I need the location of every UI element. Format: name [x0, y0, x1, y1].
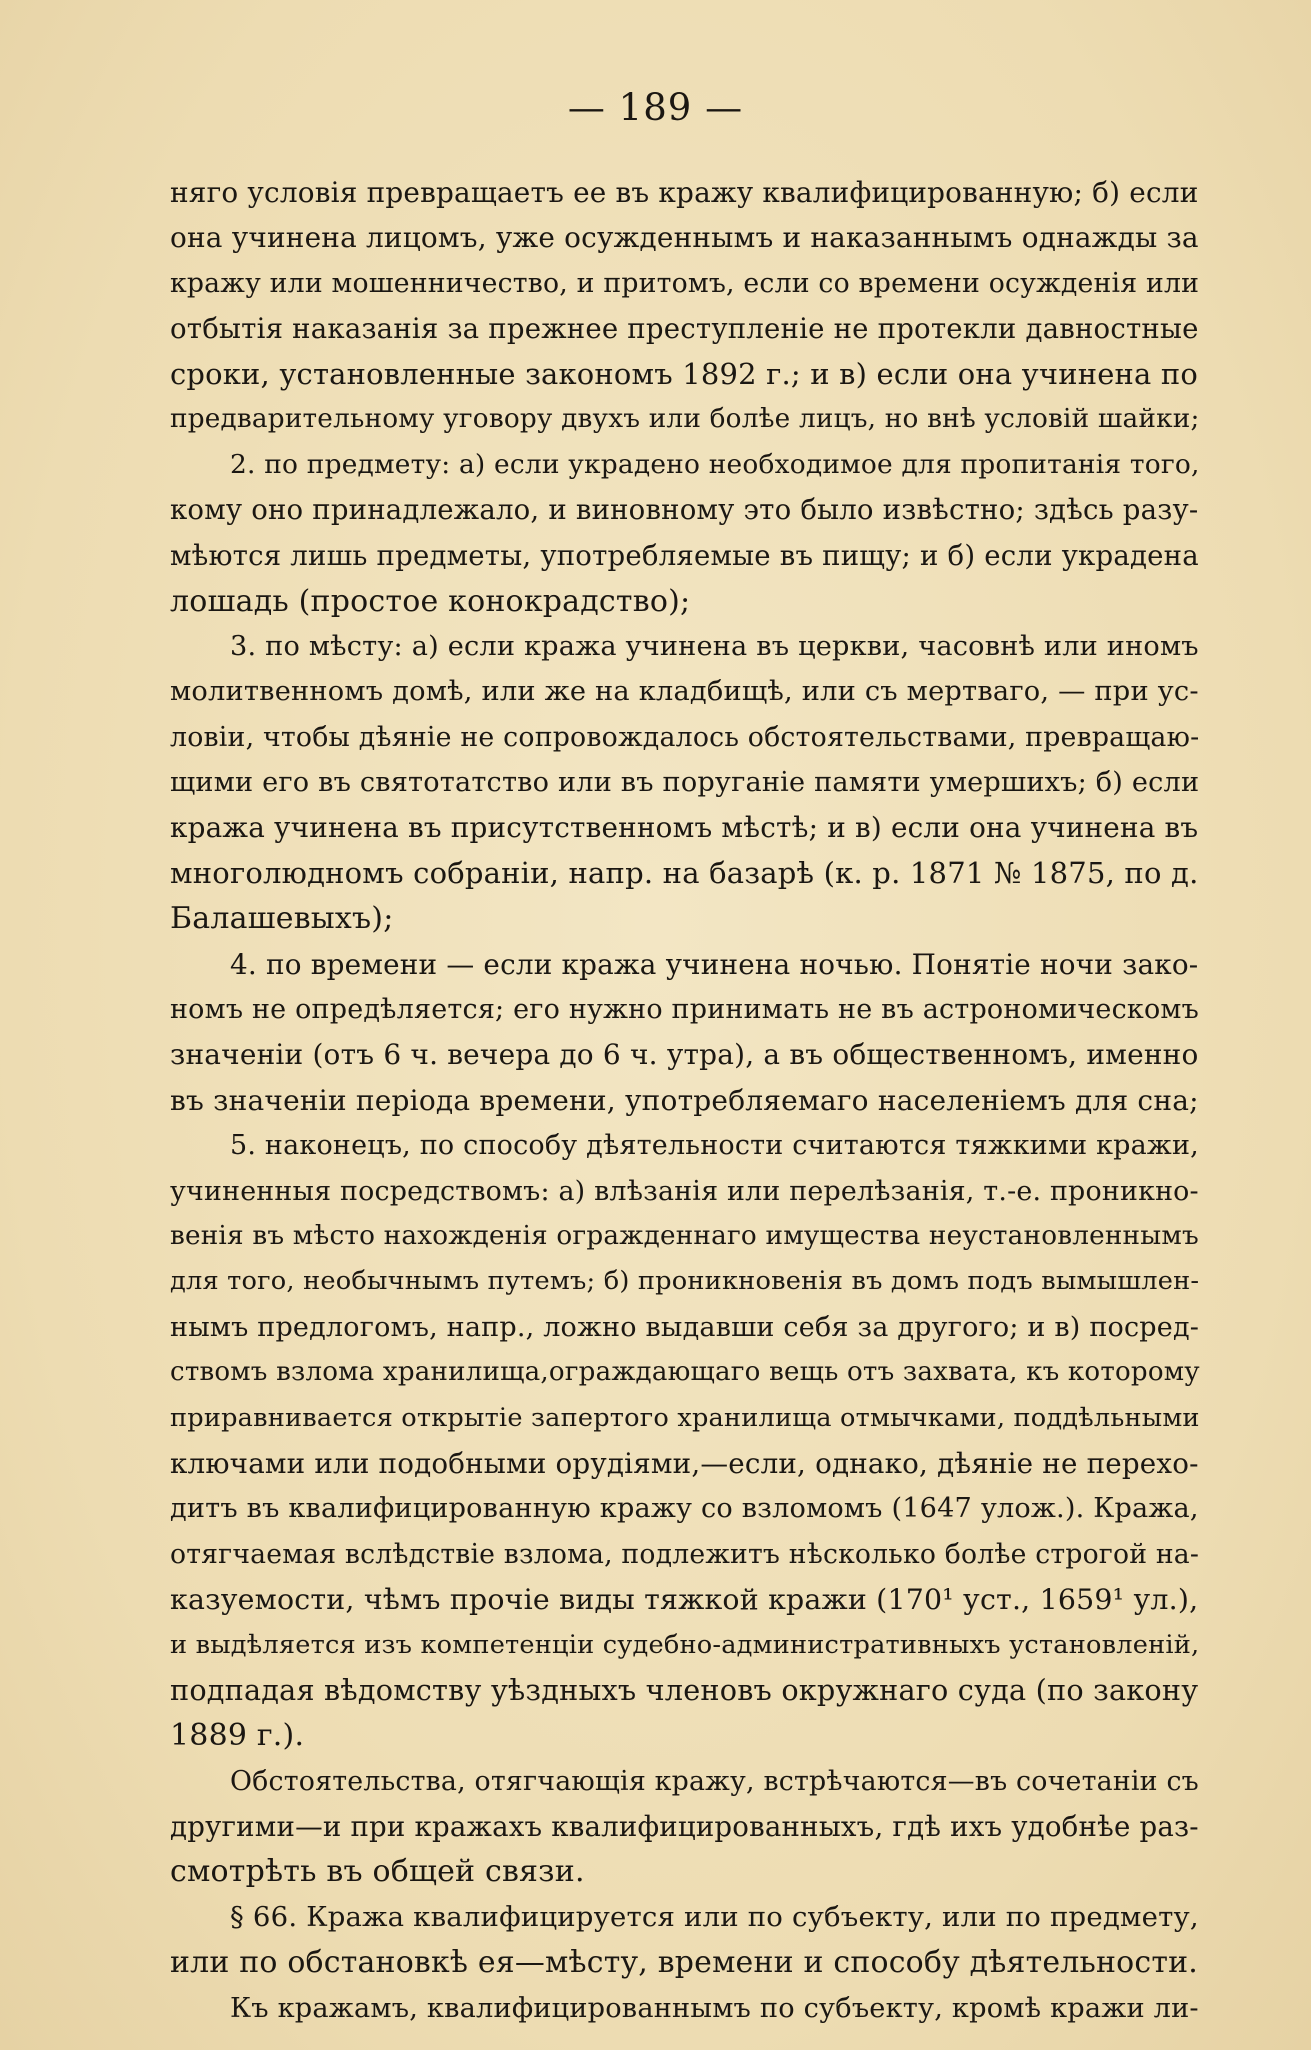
text-line: 1889 г.).	[170, 1718, 305, 1754]
text-line: многолюдномъ собраніи, напр. на базарѣ (к. р. 1871 № 1875, по д.	[170, 855, 1199, 890]
text-line: лошадь (простое конокрадство);	[170, 583, 691, 619]
text-line: значеніи (отъ 6 ч. вечера до 6 ч. утра), а въ общественномъ, именно	[170, 1038, 1199, 1072]
text-line: номъ не опредѣляется; его нужно принимать не въ астрономическомъ	[170, 994, 1199, 1026]
text-line: Обстоятельства, отягчающія кражу, встрѣчаются—въ сочетаніи съ	[230, 1765, 1199, 1797]
text-line: подпадая вѣдомству уѣздныхъ членовъ окружнаго суда (по закону	[170, 1672, 1199, 1707]
text-line: щими его въ святотатство или въ поруганіе памяти умершихъ; б) если	[170, 767, 1200, 799]
text-line: другими—и при кражахъ квалифицированныхъ, гдѣ ихъ удобнѣе раз-	[170, 1810, 1199, 1844]
text-line: 5. наконецъ, по способу дѣятельности считаются тяжкими кражи,	[230, 1130, 1199, 1162]
text-line: казуемости, чѣмъ прочіе виды тяжкой кражи (170¹ уст., 1659¹ ул.),	[170, 1583, 1199, 1617]
text-line: смотрѣть въ общей связи.	[170, 1854, 585, 1890]
text-line: нымъ предлогомъ, напр., ложно выдавши себя за другого; и в) посред-	[170, 1311, 1200, 1343]
text-line: отягчаемая вслѣдствіе взлома, подлежитъ нѣсколько болѣе строгой на-	[170, 1538, 1200, 1570]
text-line: мѣются лишь предметы, употребляемые въ пищу; и б) если украдена	[170, 539, 1199, 573]
text-line: она учинена лицомъ, уже осужденнымъ и наказаннымъ однажды за	[170, 221, 1199, 255]
text-line: 2. по предмету: а) если украдено необходимое для пропитанія того,	[230, 449, 1200, 481]
text-line: 3. по мѣсту: а) если кража учинена въ церкви, часовнѣ или иномъ	[230, 630, 1199, 662]
text-line: § 66. Кража квалифицируется или по субъекту, или по предмету,	[230, 1900, 1199, 1933]
text-line: отбытія наказанія за прежнее преступленіе не протекли давностные	[170, 312, 1199, 346]
page-number: — 189 —	[567, 86, 744, 129]
text-line: няго условія превращаетъ ее въ кражу квалифицированную; б) если	[170, 176, 1199, 209]
text-line: ловіи, чтобы дѣяніе не сопровождалось обстоятельствами, превращаю-	[170, 721, 1200, 753]
text-line: ключами или подобными орудіями,—если, однако, дѣяніе не перехо-	[170, 1446, 1199, 1480]
text-line: дитъ въ квалифицированную кражу со взломомъ (1647 улож.). Кража,	[170, 1493, 1199, 1525]
text-line: ствомъ взлома хранилища,ограждающаго вещь отъ захвата, къ которому	[170, 1357, 1200, 1388]
text-line: или по обстановкѣ ея—мѣсту, времени и способу дѣятельности.	[170, 1945, 1198, 1981]
text-line: кражу или мошенничество, и притомъ, если со времени осужденія или	[170, 267, 1200, 299]
text-line: кому оно принадлежало, и виновному это было извѣстно; здѣсь разу-	[170, 493, 1199, 526]
body-text	[170, 170, 1198, 2031]
text-line: для того, необычнымъ путемъ; б) проникновенія въ домъ подъ вымышлен-	[170, 1266, 1200, 1297]
text-line: венія въ мѣсто нахожденія огражденнаго имущества неустановленнымъ	[170, 1220, 1199, 1251]
text-line: молитвенномъ домѣ, или же на кладбищѣ, или съ мертваго, — при ус-	[170, 676, 1199, 708]
text-line: Къ кражамъ, квалифицированнымъ по субъекту, кромѣ кражи ли-	[230, 1992, 1199, 2024]
text-line: приравнивается открытіе запертого хранилища отмычками, поддѣльными	[170, 1402, 1200, 1433]
text-line: кража учинена въ присутственномъ мѣстѣ; и в) если она учинена въ	[170, 811, 1199, 845]
text-line: въ значеніи періода времени, употребляемаго населеніемъ для сна;	[170, 1083, 1199, 1117]
text-line: и выдѣляется изъ компетенціи судебно-административныхъ установленій,	[170, 1629, 1200, 1660]
text-line: 4. по времени — если кража учинена ночью. Понятіе ночи зако-	[230, 947, 1199, 981]
text-line: учиненныя посредствомъ: а) влѣзанія или перелѣзанія, т.-е. проникно-	[170, 1175, 1199, 1207]
text-line: предварительному уговору двухъ или болѣе лицъ, но внѣ условій шайки;	[170, 403, 1200, 434]
text-line: Балашевыхъ);	[170, 901, 394, 937]
text-line: сроки, установленные закономъ 1892 г.; и в) если она учинена по	[170, 356, 1198, 391]
